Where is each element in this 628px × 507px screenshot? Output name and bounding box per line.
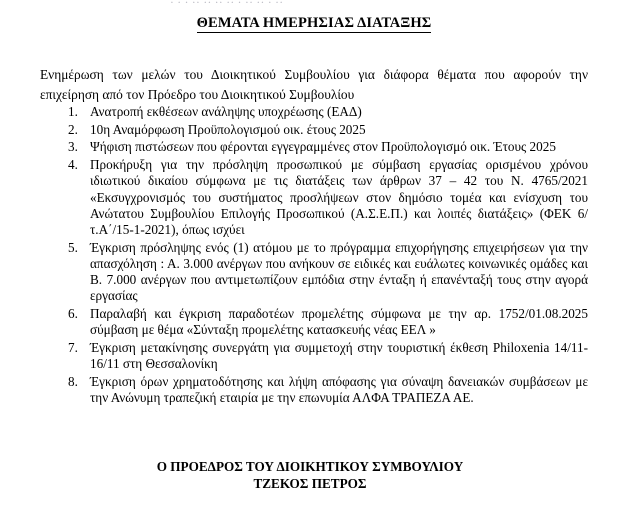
signature-wrapper <box>157 458 464 492</box>
agenda-item: Προκήρυξη για την πρόσληψη προσωπικού με σύμβαση εργασίας ορισμένου χρόνου ιδιωτικού δικαίου σύμφωνα με τις διατάξεις των άρθρων 37 – 42 του Ν. 4765/2021 «Εκσυγχρονισμός του συστήματος προσλήψεων στον δημόσιο τομέα και ενίσχυση του Ανώτατου Συμβουλίου Επιλογής Προσωπικού (Α.Σ.Ε.Π.) και λοιπές διατάξεις» (ΦΕΚ 6/τ.Α΄/15-1-2021), όπως ισχύει <box>90 157 588 237</box>
agenda-item: Παραλαβή και έγκριση παραδοτέων προμελέτης σύμφωνα με την αρ. 1752/01.08.2025 σύμβαση με θέμα «Σύνταξη προμελέτης κατασκευής νέας ΕΕΛ » <box>90 305 588 338</box>
agenda-item: Ανατροπή εκθέσεων ανάληψης υποχρέωσης (ΕΑΔ) <box>90 104 362 119</box>
page-title-text: ΘΕΜΑΤΑ ΗΜΕΡΗΣΙΑΣ ΔΙΑΤΑΞΗΣ <box>196 15 432 31</box>
page-title <box>0 15 628 32</box>
clipped-top-text: · · · ·· ·· ·· ·· · ·· ·· · ·· <box>170 0 284 6</box>
agenda-item: Ψήφιση πιστώσεων που φέρονται εγγεγραμμένες στον Προϋπολογισμό οικ. Έτους 2025 <box>90 139 556 155</box>
agenda-list <box>0 104 628 408</box>
agenda-item: Έγκριση μετακίνησης συνεργάτη για συμμετοχή στην τουριστική έκθεση Philoxenia 14/11-16/11 στη Θεσσαλονίκη <box>90 339 588 372</box>
agenda-item: Έγκριση όρων χρηματοδότησης και λήψη απόφασης για σύναψη δανειακών συμβάσεων με την Ανώνυμη τραπεζική εταιρία με την επωνυμία ΑΛΦΑ ΤΡΑΠΕΖΑ ΑΕ. <box>90 373 588 405</box>
agenda-item: Έγκριση πρόσληψης ενός (1) ατόμου με το πρόγραμμα επιχορήγησης επιχειρήσεων για την απασχόληση : Α. 3.000 ανέργων που ανήκουν σε ειδικές και ευάλωτες κοινωνικές ομάδες και Β. 7.000 ανέργων που αντιμετωπίζουν εμπόδια στην ένταξη ή επανένταξή τους στην αγορά εργασίας <box>90 239 588 304</box>
signature-role: Ο ΠΡΟΕΔΡΟΣ ΤΟΥ ΔΙΟΙΚΗΤΙΚΟΥ ΣΥΜΒΟΥΛΙΟΥ <box>156 459 464 474</box>
intro-paragraph: Ενημέρωση των μελών του Διοικητικού Συμβουλίου για διάφορα θέματα που αφορούν την επιχείρηση από τον Πρόεδρο του Διοικητικού Συμβουλίου <box>40 67 588 103</box>
signature-name: ΤΖΕΚΟΣ ΠΕΤΡΟΣ <box>253 476 367 491</box>
agenda-item: 10η Αναμόρφωση Προϋπολογισμού οικ. έτους 2025 <box>90 121 366 137</box>
signature-block <box>0 458 628 492</box>
